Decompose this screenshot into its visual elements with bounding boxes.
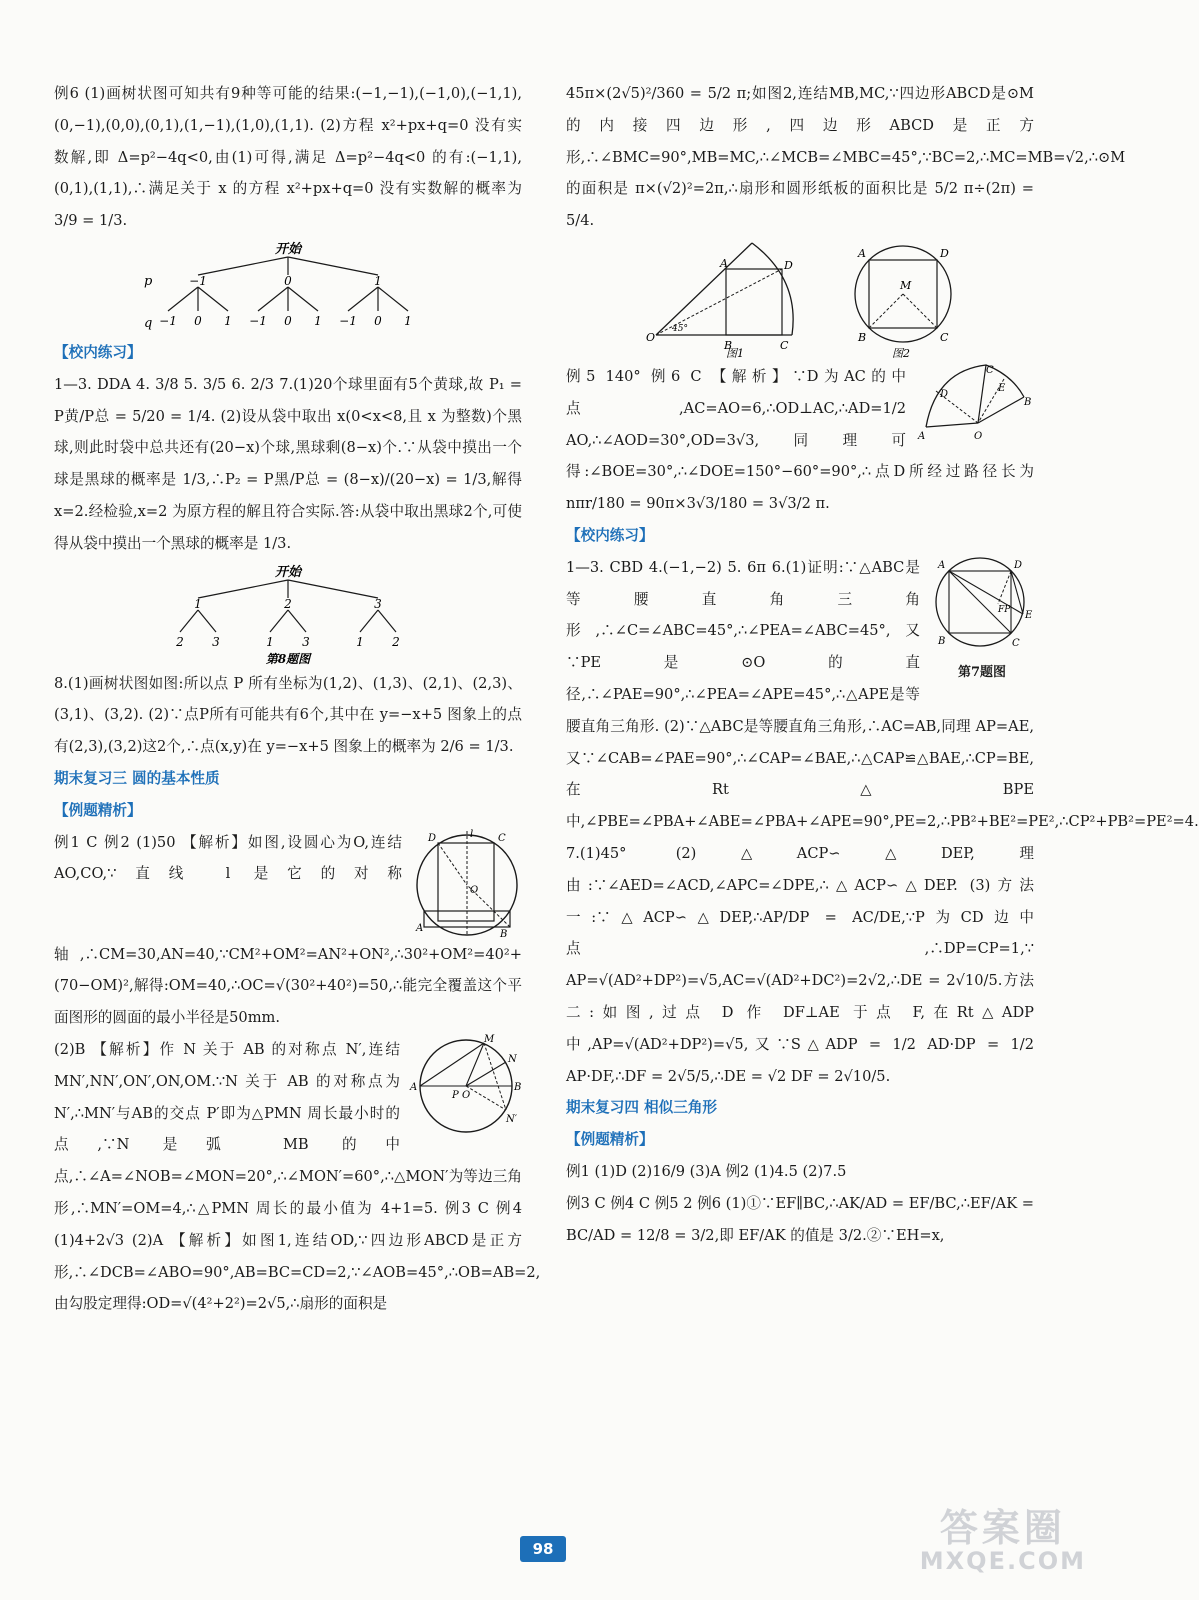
watermark-line2: MXQE.COM <box>919 1547 1086 1575</box>
watermark-logo <box>920 1508 1086 1574</box>
svg-text:M: M <box>484 1033 495 1045</box>
svg-text:N: N <box>508 1053 517 1065</box>
tree2-leaf: 3 <box>212 634 220 649</box>
fig2-caption: 图2 <box>892 346 910 360</box>
svg-text:45°: 45° <box>672 323 688 334</box>
tree2-leaf: 1 <box>356 634 364 649</box>
svg-text:B: B <box>514 1081 522 1093</box>
example-5-6-text: 例5 140° 例6 C 【解析】∵D为AC的中点,AC=AO=6,∴OD⊥AC,∴AD=1/2 AO,∴∠AOD=30°,OD=3√3,同理可得:∠BOE=30°,∴∠DOE=150°−60°=90°,∴点D所经过路径长为 nπr/180 = 90π×3√3/180 = 3√3/2 π. <box>566 367 1034 513</box>
figure-pmn-circle <box>410 1034 522 1138</box>
svg-text:O: O <box>646 330 656 344</box>
tree1-leaf: 0 <box>374 313 382 328</box>
tree1-leaf: 0 <box>194 313 202 328</box>
example-4-cont-text: 45π×(2√5)²/360 = 5/2 π;如图2,连结MB,MC,∵四边形ABCD是⊙M的内接四边形,四边形ABCD是正方形,∴∠BMC=90°,MB=MC,∴∠MCB=∠MBC=45°,∵BC=2,∴MC=MB=√2,∴⊙M的面积是 π×(√2)²=2π,∴扇形和圆形纸板的面积比是 5/2 π÷(2π) = 5/4. <box>566 85 1126 230</box>
tree1-leaf: −1 <box>159 313 177 328</box>
tree1-leaf: −1 <box>339 313 357 328</box>
example-2-4-text: (2)B 【解析】作 N 关于 AB 的对称点 N′,连结 MN′,NN′,ON′,ON,OM.∵N 关于 AB 的对称点为 N′,∴MN′与AB的交点 P′即为△PMN 周长最小时的点,∵N 是弧 MB 的中点,∴∠A=∠NOB=∠MON=20°,∴∠MON′=60°,∴△MON′为等边三角形,∴MN′=OM=4,∴△PMN 周长的最小值为 4+1=5. 例3 C 例4 (1)4+2√3 (2)A 【解析】如图1,连结OD,∵四边形ABCD是正方形,∴∠DCB=∠ABO=90°,AB=BC=CD=2,∵∠AOB=45°,∴OB=AB=2,由勾股定理得:OD=√(4²+2²)=2√5,∴扇形的面积是 <box>54 1040 541 1313</box>
fig7-caption: 第7题图 <box>957 664 1007 680</box>
svg-text:D: D <box>428 832 437 844</box>
svg-text:A: A <box>416 922 424 934</box>
page-number: 98 <box>520 1536 566 1562</box>
svg-text:B: B <box>938 635 946 647</box>
svg-text:A: A <box>918 430 926 442</box>
watermark-line1: 答案圈 <box>939 1506 1066 1550</box>
svg-text:B: B <box>858 330 867 344</box>
question-8-text: 8.(1)画树状图如图:所以点 P 所有坐标为(1,2)、(1,3)、(2,1)、(2,3)、(3,1)、(3,2). (2)∵点P所有可能共有6个,其中在 y=−x+5 图象上的点有(2,3),(3,2)这2个,∴点(x,y)在 y=−x+5 图象上的概率为 2/6 = 1/3. <box>54 674 522 756</box>
section-title-similar: 期末复习四 相似三角形 <box>566 1099 718 1117</box>
svg-text:O: O <box>470 884 479 896</box>
svg-text:D: D <box>784 258 793 272</box>
svg-text:C: C <box>780 338 789 352</box>
section-title-circle: 期末复习三 圆的基本性质 <box>54 769 220 787</box>
svg-text:A: A <box>938 559 946 571</box>
figure-row-1-2 <box>566 239 1034 359</box>
figure-1-sector <box>642 239 822 359</box>
svg-text:B: B <box>724 338 733 352</box>
svg-text:A: A <box>720 256 728 270</box>
tree1-leaf: −1 <box>249 313 267 328</box>
fig1-caption: 图1 <box>726 346 744 360</box>
svg-text:O: O <box>974 430 983 442</box>
example-6-text: 例6 (1)画树状图可知共有9种等可能的结果:(−1,−1),(−1,0),(−1,1),(0,−1),(0,0),(0,1),(1,−1),(1,0),(1,1). (2)方程 x²+px+q=0 没有实数解,即 Δ=p²−4q<0,由(1)可得,满足 Δ=p²−4q<0 的有:(−1,1),(0,1),(1,1),∴满足关于 x 的方程 x²+px+q=0 没有实数解的概率为 3/9 = 1/3. <box>54 85 522 230</box>
tree2-leaf: 2 <box>392 634 400 649</box>
figure-7-block <box>930 552 1034 682</box>
tree1-top-1: 0 <box>284 273 292 288</box>
tree2-leaf: 3 <box>302 634 310 649</box>
practice-text: 1—3. DDA 4. 3/8 5. 3/5 6. 2/3 7.(1)20个球里面有5个黄球,故 P₁ = P黄/P总 = 5/20 = 1/4. (2)设从袋中取出 x(0<x<8,且 x 为整数)个黑球,则此时袋中总共还有(20−x)个球,黑球剩(8−x)个.∵从袋中摸出一个球是黑球的概率是 1/3,∴P₂ = P黑/P总 = (8−x)/(20−x) = 1/3,解得 x=2.经检验,x=2 为原方程的解且符合实际.答:从袋中取出黑球2个,可使得从袋中摸出一个黑球的概率是 1/3. <box>54 375 522 552</box>
section-tag-examples-right: 【例题精析】 <box>566 1131 654 1149</box>
tree1-start: 开始 <box>274 241 302 257</box>
tree-diagram-2 <box>158 562 418 666</box>
svg-text:C: C <box>498 832 506 844</box>
svg-text:N′: N′ <box>506 1113 518 1125</box>
svg-text:O: O <box>462 1089 471 1101</box>
section-tag-practice-right: 【校内练习】 <box>566 526 654 544</box>
svg-text:M: M <box>900 278 912 292</box>
svg-text:C: C <box>986 364 994 376</box>
tree1-leaf: 1 <box>404 313 412 328</box>
tree1-leaf: 0 <box>284 313 292 328</box>
figure-2-circle-square <box>848 239 958 359</box>
tree2-caption: 第8题图 <box>265 651 311 666</box>
svg-text:l: l <box>470 828 474 840</box>
svg-text:D: D <box>940 246 949 260</box>
practice-right-text: 1—3. CBD 4.(−1,−2) 5. 6π 6.(1)证明:∵△ABC是等腰直角三角形,∴∠C=∠ABC=45°,∴∠PEA=∠ABC=45°,又∵PE是⊙O的直径,∴∠PAE=90°,∴∠PEA=∠APE=45°,∴△APE是等腰直角三角形. (2)∵△ABC是等腰直角三角形,∴AC=AB,同理 AP=AE,又∵∠CAB=∠PAE=90°,∴∠CAP=∠BAE,∴△CAP≌△BAE,∴CP=BE,在Rt△BPE中,∠PBE=∠PBA+∠ABE=∠PBA+∠APE=90°,PE=2,∴PB²+BE²=PE²,∴CP²+PB²=PE²=4. 7.(1)45° (2)△ACP∽△DEP,理由:∵∠AED=∠ACD,∠APC=∠DPE,∴△ACP∽△DEP. (3)方法一:∵△ACP∽△DEP,∴AP/DP = AC/DE,∵P为CD边中点,∴DP=CP=1,∵ AP=√(AD²+DP²)=√5,AC=√(AD²+DC²)=2√2,∴DE = 2√10/5.方法二:如图,过点 D 作 DF⊥AE 于点 F,在Rt△ADP中,AP=√(AD²+DP²)=√5,又∵S△ADP = 1/2 AD·DP = 1/2 AP·DF,∴DF = 2√5/5,∴DE = √2 DF = 2√10/5. <box>566 558 1199 1085</box>
tree2-leaf: 1 <box>266 634 274 649</box>
tree1-top-2: 1 <box>374 273 382 288</box>
tree2-start: 开始 <box>274 564 302 580</box>
tree-diagram-1 <box>138 239 438 335</box>
svg-text:B: B <box>1024 396 1032 408</box>
example-1-2-similar-text: 例1 (1)D (2)16/9 (3)A 例2 (1)4.5 (2)7.5 <box>566 1162 847 1180</box>
figure-7-circle <box>930 552 1034 652</box>
svg-text:P: P <box>452 1089 459 1101</box>
example-1-2-text: 例1 C 例2 (1)50 【解析】如图,设圆心为O,连结AO,CO,∵直线 l 是它的对称轴,∴CM=30,AN=40,∵CM²+OM²=AN²+ON²,∴30²+OM²=40²+(70−OM)²,解得:OM=40,∴OC=√(30²+40²)=50,∴能完全覆盖这个平面图形的圆面的最小半径是50mm. <box>54 833 522 1027</box>
left-column <box>54 78 541 1320</box>
tree1-q-label: q <box>144 315 153 331</box>
example-3-6-similar-text: 例3 C 例4 C 例5 2 例6 (1)①∵EF∥BC,∴AK/AD = EF/BC,∴EF/AK = BC/AD = 12/8 = 3/2,即 EF/AK 的值是 3/2.②∵EH=x, <box>566 1194 1034 1244</box>
tree2-top-2: 3 <box>374 596 382 611</box>
svg-text:E: E <box>1025 609 1033 621</box>
svg-text:C: C <box>940 330 949 344</box>
svg-text:C: C <box>1012 637 1020 649</box>
right-column <box>566 78 1199 1251</box>
figure-circle-cover <box>412 827 522 939</box>
section-tag-practice: 【校内练习】 <box>54 343 142 361</box>
tree2-leaf: 2 <box>176 634 184 649</box>
svg-text:E: E <box>998 382 1006 394</box>
tree1-leaf: 1 <box>224 313 232 328</box>
figure-sector-d <box>916 361 1034 445</box>
tree2-top-1: 2 <box>284 596 292 611</box>
svg-text:B: B <box>500 928 508 940</box>
svg-text:D: D <box>940 388 949 400</box>
tree2-top-0: 1 <box>194 596 202 611</box>
svg-text:D: D <box>1014 559 1023 571</box>
section-tag-examples: 【例题精析】 <box>54 801 142 819</box>
svg-text:A: A <box>410 1081 418 1093</box>
tree1-top-0: −1 <box>189 273 207 288</box>
tree1-p-label: p <box>144 273 153 289</box>
svg-text:FP: FP <box>998 604 1011 615</box>
tree1-leaf: 1 <box>314 313 322 328</box>
svg-text:A: A <box>858 246 866 260</box>
